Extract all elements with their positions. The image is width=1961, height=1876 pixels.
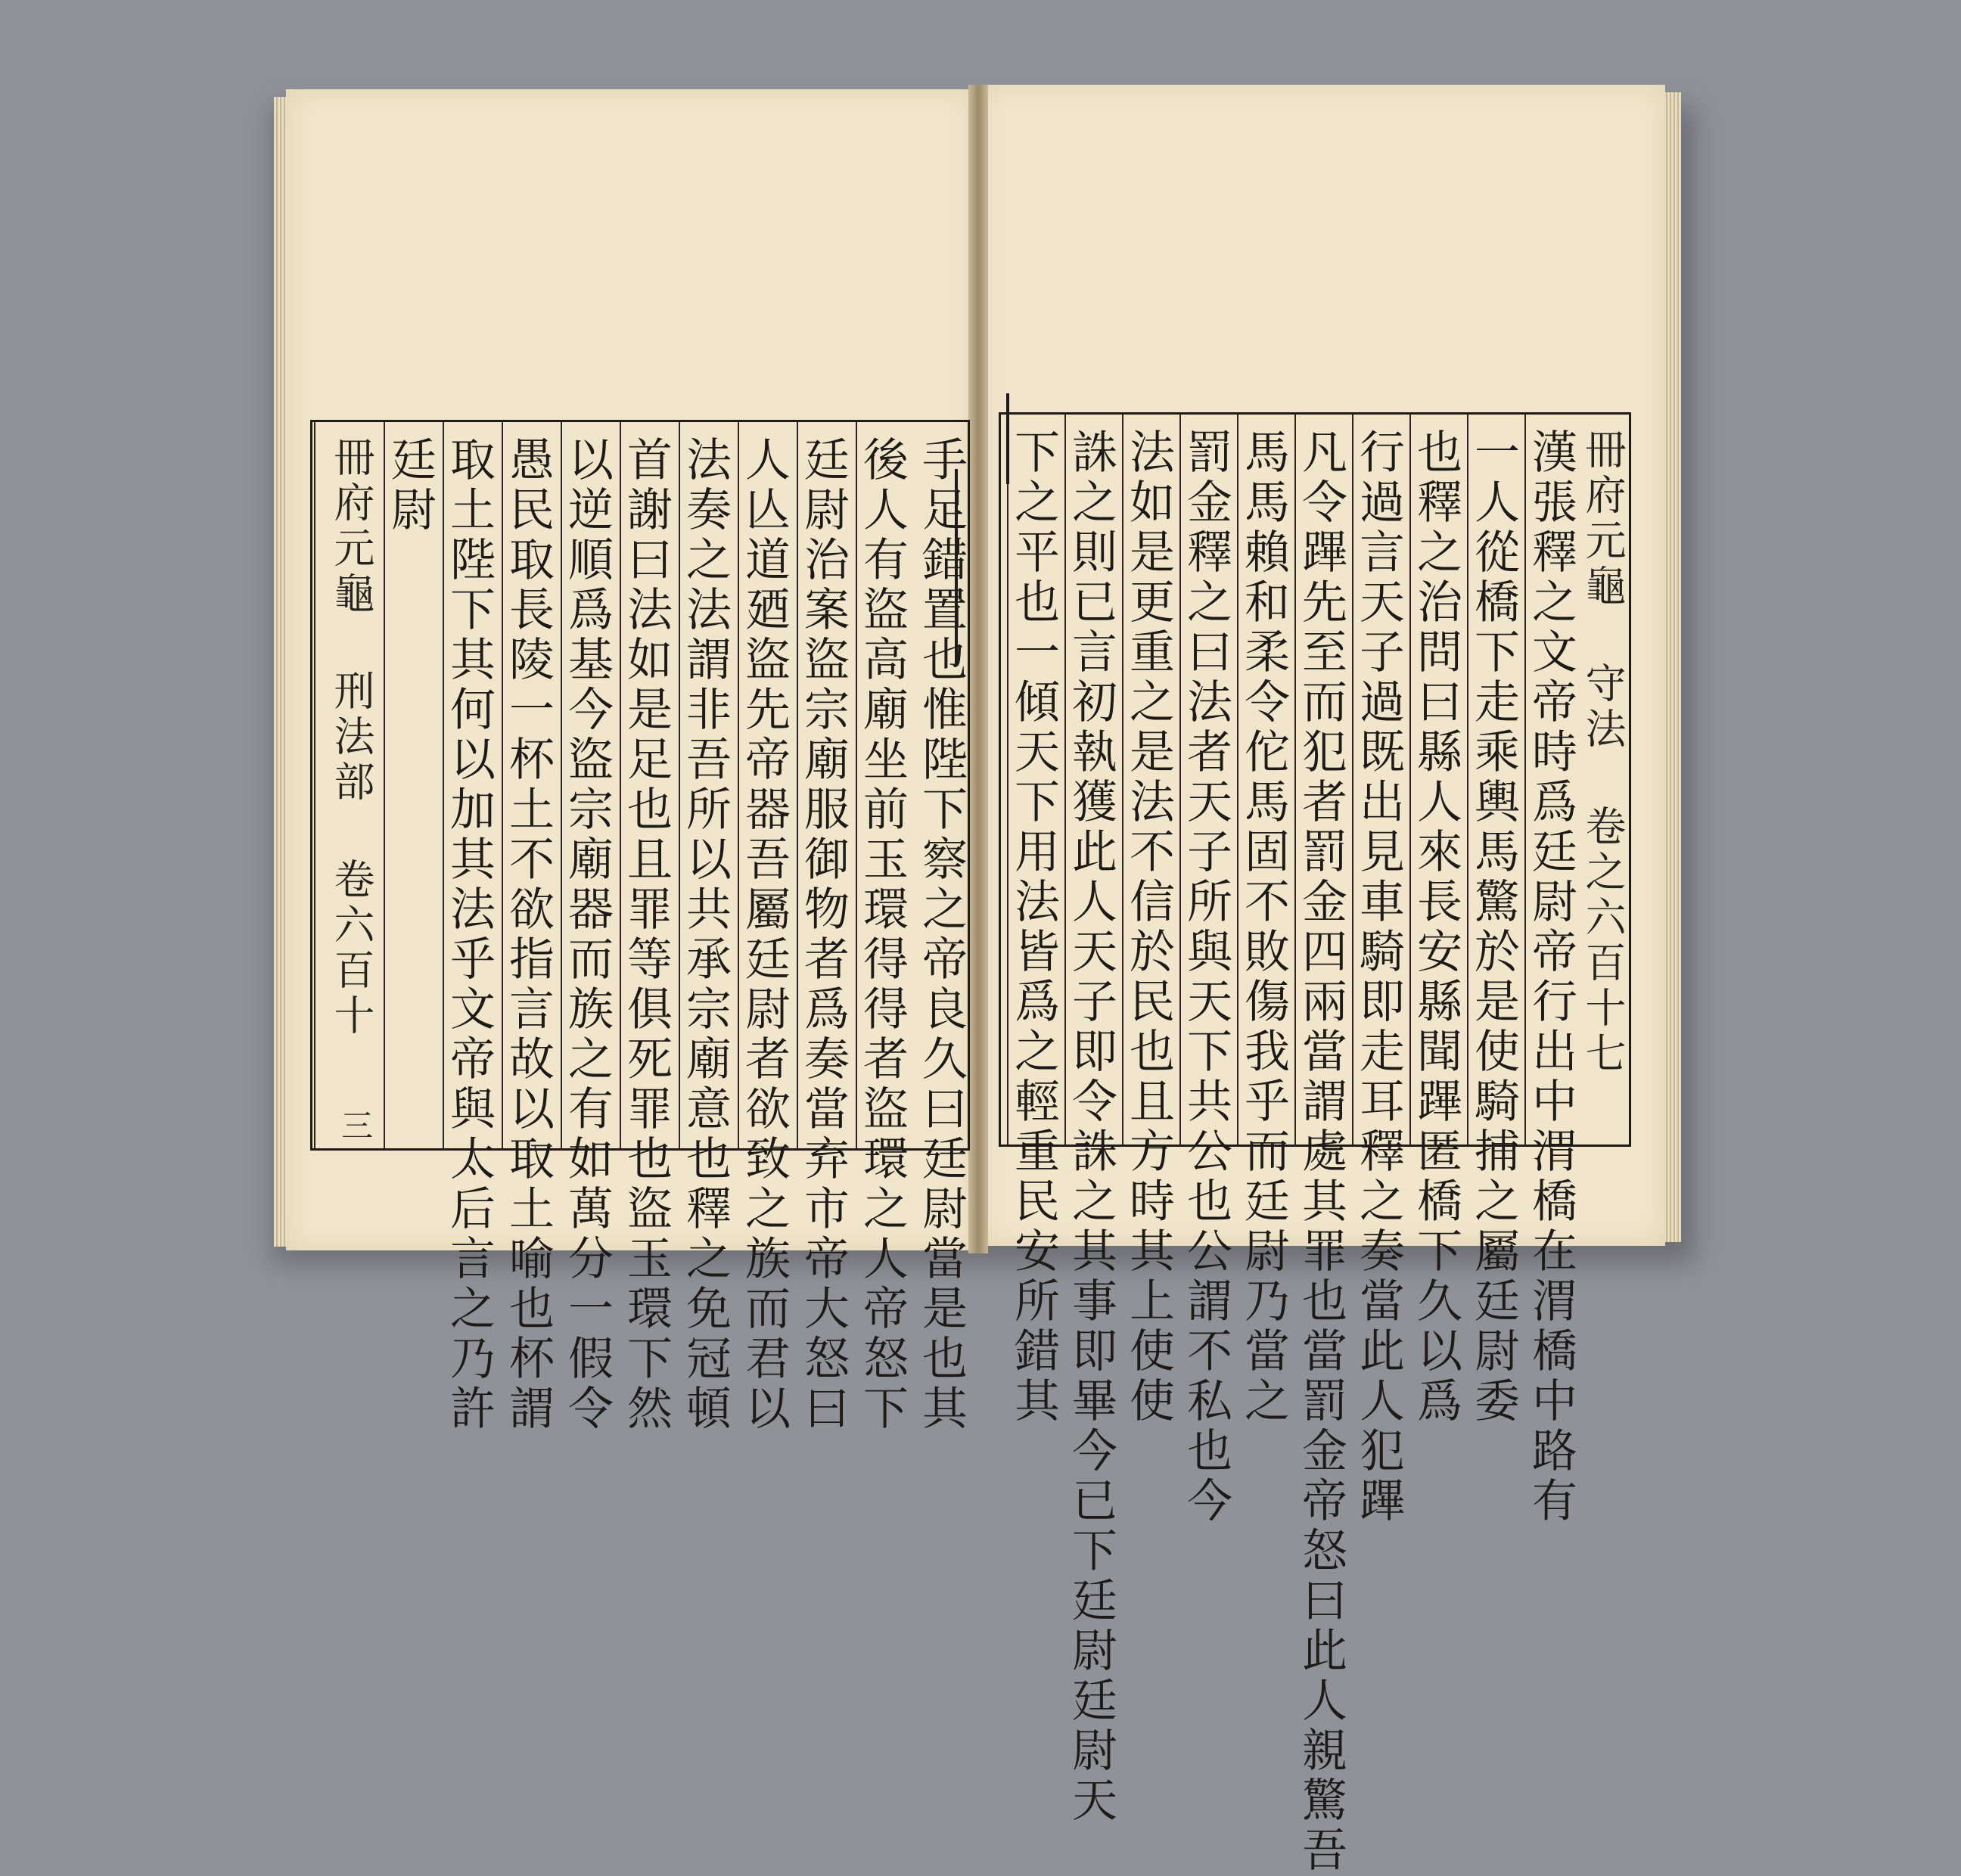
left-column-4: 人亾道廼盜先帝器吾屬廷尉者欲致之族而君以 — [738, 422, 791, 1148]
left-page-header-column: 冊府元龜 刑法部 卷六百十 — [314, 422, 378, 1148]
left-page-number: 三 — [337, 1109, 374, 1141]
right-column-10: 下之平也一傾天下用法皆爲之輕重民安所錯其 — [1007, 415, 1060, 1145]
right-column-6: 馬馬賴和柔令佗馬固不敗傷我乎而廷尉乃當之 — [1237, 415, 1290, 1145]
right-column-5: 凡令蹕先至而犯者罰金四兩當謂處其罪也當罰金帝怒曰此人親驚吾 — [1294, 415, 1347, 1145]
left-column-1: 手足錯置也惟陛下察之帝良久曰廷尉當是也其 — [915, 436, 968, 1434]
right-column-8: 法如是更重之是法不信於民也且方時其上使使 — [1122, 415, 1175, 1145]
right-column-7: 罰金釋之曰法者天子所與天下共公也公謂不私也今 — [1179, 415, 1232, 1145]
left-page-text-frame — [310, 420, 970, 1434]
left-fold-mark — [955, 469, 958, 666]
left-column-2: 後人有盜高廟坐前玉環得得者盜環之人帝怒下 — [856, 422, 909, 1148]
right-column-1: 漢張釋之文帝時爲廷尉帝行出中渭橋在渭橋中路有 — [1524, 415, 1577, 1145]
right-column-3: 也釋之治問曰縣人來長安縣聞蹕匿橋下久以爲 — [1409, 415, 1462, 1145]
book-gutter — [968, 85, 988, 1253]
left-column-6: 首謝曰法如是足也且罪等俱死罪也盜玉環下然 — [620, 422, 673, 1148]
right-page-header-column: 冊府元龜 守法 卷之六百十七 — [1579, 428, 1627, 1077]
left-column-8: 愚民取長陵一杯土不欲指言故以取土喻也杯謂 — [502, 422, 555, 1148]
left-column-3: 廷尉治案盜宗廟服御物者爲奏當弃市帝大怒曰 — [797, 422, 850, 1148]
left-column-7: 以逆順爲基今盜宗廟器而族之有如萬分一假令 — [561, 422, 614, 1148]
right-column-9: 誅之則已言初執獲此人天子即令誅之其事即畢今已下廷尉廷尉天 — [1064, 415, 1117, 1145]
right-column-4: 行過言天子過既出見車騎即走耳釋之奏當此人犯蹕 — [1352, 415, 1405, 1145]
right-column-2: 一人從橋下走乘輿馬驚於是使騎捕之屬廷尉委 — [1467, 415, 1520, 1145]
left-column-9: 取土陛下其何以加其法乎文帝與太后言之乃許 — [443, 422, 496, 1148]
right-page-text-frame — [999, 412, 1631, 1876]
right-fold-mark — [1006, 393, 1009, 484]
left-column-10: 廷尉 — [384, 422, 437, 1148]
left-column-5: 法奏之法謂非吾所以共承宗廟意也釋之免冠頓 — [679, 422, 732, 1148]
